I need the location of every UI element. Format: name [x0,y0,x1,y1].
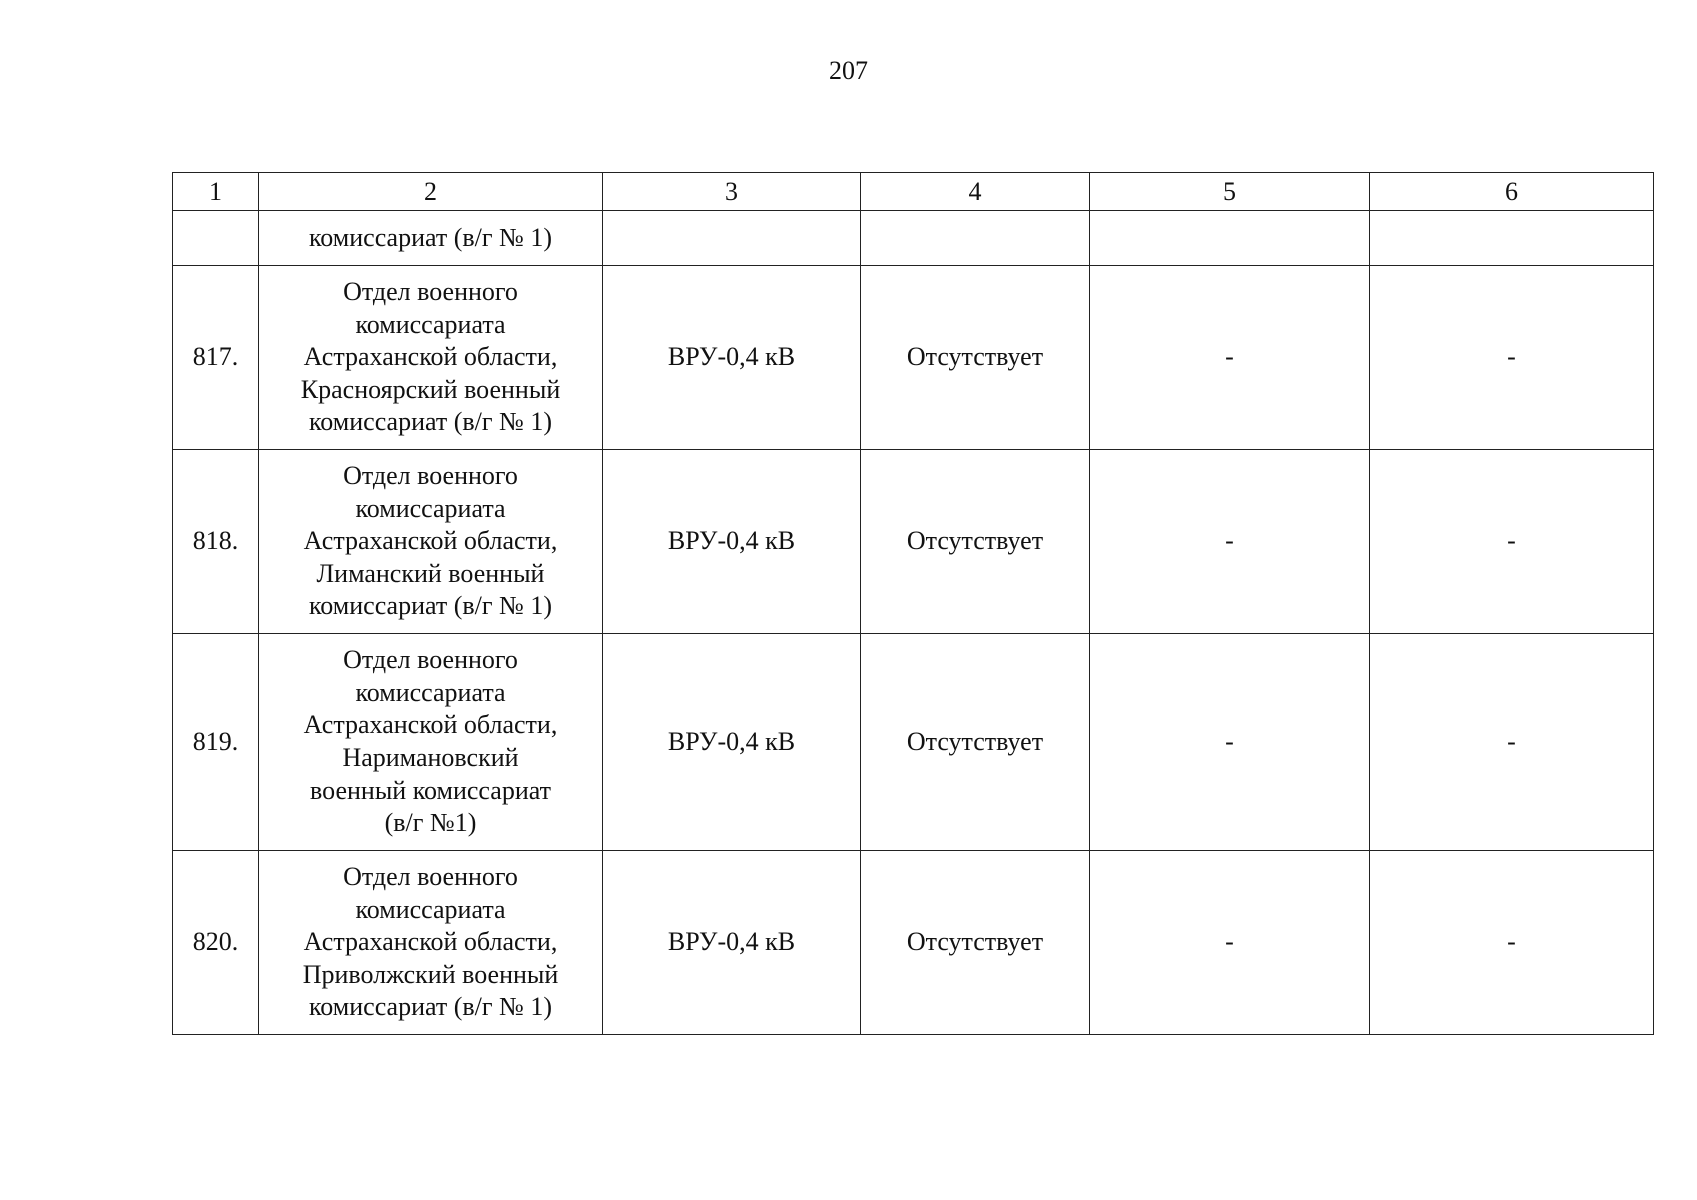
cell-number: 820. [173,851,259,1035]
cell-col5: - [1090,634,1370,851]
data-table [172,172,1654,1035]
table-row [173,851,1654,1035]
cell-col6: - [1370,450,1654,634]
cell-equipment: ВРУ-0,4 кВ [603,266,861,450]
header-row [173,173,1654,211]
cell-equipment [603,211,861,266]
cell-number: 817. [173,266,259,450]
name-text: Отдел военного комиссариата Астраханской области, Лиманский военный комиссариат (в/г № 1) [303,461,558,621]
cell-equipment: ВРУ-0,4 кВ [603,634,861,851]
header-col-3: 3 [603,173,861,211]
name-text: Отдел военного комиссариата Астраханской области, Красноярский военный комиссариат (в/г № 1) [300,277,561,437]
name-text: Отдел военного комиссариата Астраханской области, Наримановский военный комиссариат (в/г №1) [303,645,558,838]
name-text: комиссариат (в/г № 1) [308,222,553,252]
page-number: 207 [829,56,868,85]
cell-number [173,211,259,266]
cell-col5 [1090,211,1370,266]
cell-col6: - [1370,634,1654,851]
cell-status: Отсутствует [861,450,1090,634]
cell-name [259,851,603,1035]
cell-number: 819. [173,634,259,851]
cell-col6 [1370,211,1654,266]
cell-col6: - [1370,266,1654,450]
cell-name [259,266,603,450]
header-col-6: 6 [1370,173,1654,211]
name-text: Отдел военного комиссариата Астраханской области, Приволжский военный комиссариат (в/г № 1) [302,862,559,1022]
cell-status: Отсутствует [861,634,1090,851]
cell-status: Отсутствует [861,851,1090,1035]
header-col-2: 2 [259,173,603,211]
table-row-continuation [173,211,1654,266]
cell-col6: - [1370,851,1654,1035]
cell-name [259,634,603,851]
table-row [173,266,1654,450]
cell-name [259,450,603,634]
table-header [173,173,1654,211]
cell-col5: - [1090,851,1370,1035]
cell-col5: - [1090,450,1370,634]
table-row [173,634,1654,851]
header-col-1: 1 [173,173,259,211]
cell-status [861,211,1090,266]
table-row [173,450,1654,634]
cell-col5: - [1090,266,1370,450]
cell-equipment: ВРУ-0,4 кВ [603,450,861,634]
cell-status: Отсутствует [861,266,1090,450]
table-body [173,211,1654,1035]
cell-name [259,211,603,266]
cell-number: 818. [173,450,259,634]
cell-equipment: ВРУ-0,4 кВ [603,851,861,1035]
header-col-4: 4 [861,173,1090,211]
header-col-5: 5 [1090,173,1370,211]
